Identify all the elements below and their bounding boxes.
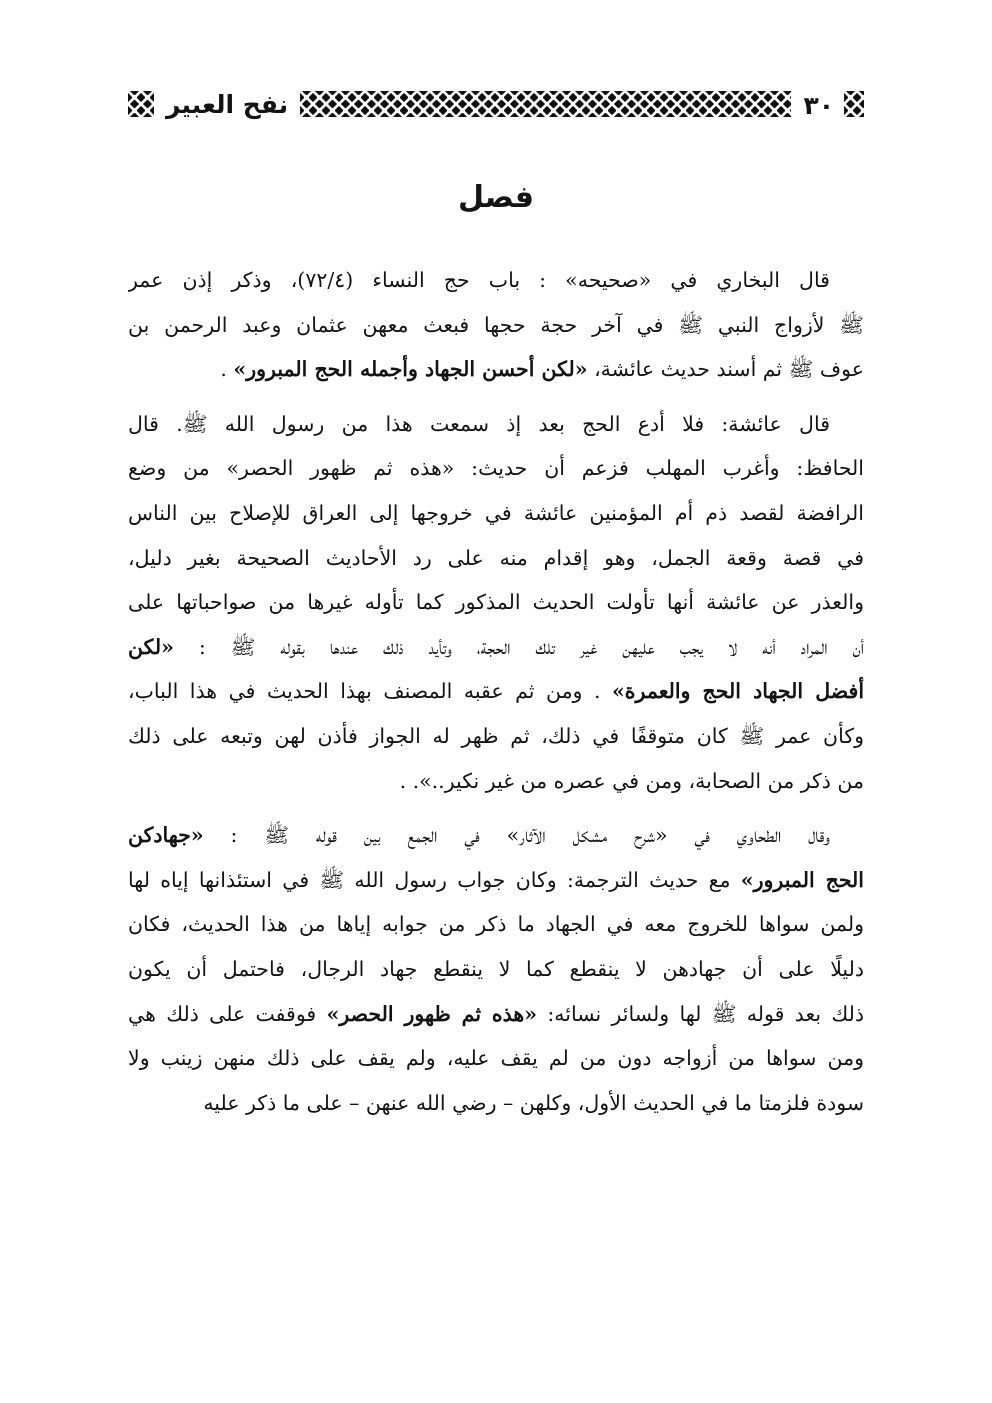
text-line	[128, 759, 864, 804]
line-text: الرافضة لقصد ذم أم المؤمنين عائشة في خروجها إلى العراق للإصلاح بين الناس	[128, 500, 864, 525]
paragraph	[128, 258, 864, 392]
line-text: ذلك بعد قوله ﷺ لها ولسائر نسائه:	[537, 1001, 864, 1026]
text-line	[128, 303, 864, 348]
text-line	[128, 902, 864, 947]
line-text: وكأن عمر ﷺ كان متوقفًا في ذلك، ثم ظهر له الجواز فأذن لهن وتبعه على ذلك	[128, 723, 864, 748]
line-text: عوف ﷺ ثم أسند حديث عائشة،	[587, 357, 864, 382]
line-text-after: فوقفت على ذلك هي	[128, 1001, 327, 1026]
text-line	[128, 491, 864, 536]
header-ornament-right	[844, 91, 864, 117]
section-title: فصل	[458, 180, 534, 215]
running-header	[128, 86, 864, 122]
line-text: قال عائشة: فلا أدع الحج بعد إذ سمعت هذا من رسول الله ﷺ. قال	[128, 411, 830, 436]
hadith-quote: «جهادكن	[128, 823, 204, 848]
book-title: نفح العبير	[166, 89, 289, 119]
line-text-after: مع حديث الترجمة: وكان جواب رسول الله ﷺ في استئذانها إياه لها	[128, 867, 741, 892]
hadith-quote: أفضل الجهاد الحج والعمرة»	[611, 679, 864, 704]
text-line	[128, 347, 864, 392]
paragraph	[128, 813, 864, 1125]
hadith-quote: الحج المبرور»	[740, 867, 864, 892]
page-number: ٣٠	[803, 90, 834, 120]
text-line	[128, 402, 864, 447]
paragraph	[128, 402, 864, 803]
hadith-quote: «لكن	[128, 634, 174, 659]
text-line	[128, 813, 864, 858]
text-line	[128, 446, 864, 491]
text-line	[128, 1036, 864, 1081]
text-line	[128, 947, 864, 992]
line-text: أن المراد أنه لا يجب عليهن غير تلك الحجة، وتأيد ذلك عندها بقوله ﷺ :	[174, 634, 864, 659]
line-text: دليلًا على أن جهادهن لا ينقطع كما لا ينقطع جهاد الرجال، فاحتمل أن يكون	[128, 956, 864, 981]
line-text: الحافظ: وأغرب المهلب فزعم أن حديث: «هذه ثم ظهور الحصر» من وضع	[128, 456, 864, 481]
header-ornament-band	[300, 91, 791, 117]
header-ornament-left	[128, 91, 154, 117]
text-line	[128, 858, 864, 903]
text-line	[128, 992, 864, 1037]
line-text: والعذر عن عائشة أنها تأولت الحديث المذكور كما تأوله غيرها من صواحباتها على	[128, 590, 864, 615]
text-line	[128, 714, 864, 759]
text-line	[128, 625, 864, 670]
text-line	[128, 1081, 864, 1126]
line-text: من ذكر من الصحابة، ومن في عصره من غير نكير..». .	[399, 768, 864, 793]
line-text: سودة فلزمتا ما في الحديث الأول، وكلهن – رضي الله عنهن – على ما ذكر عليه	[203, 1090, 864, 1115]
text-line	[128, 258, 864, 303]
line-text-after: . ومن ثم عقبه المصنف بهذا الحديث في هذا الباب،	[128, 679, 612, 704]
text-line	[128, 536, 864, 581]
line-text: وقال الطحاوي في «شرح مشكل الآثار» في الجمع بين قوله ﷺ :	[203, 823, 830, 848]
hadith-quote: «لكن أحسن الجهاد وأجمله الحج المبرور»	[233, 357, 588, 382]
line-text: ﷺ لأزواج النبي ﷺ في آخر حجة حجها فبعث معهن عثمان وعبد الرحمن بن	[128, 312, 864, 337]
hadith-quote: «هذه ثم ظهور الحصر»	[326, 1001, 538, 1026]
text-line	[128, 669, 864, 714]
text-line	[128, 580, 864, 625]
line-text-after: .	[220, 357, 234, 382]
line-text: قال البخاري في «صحيحه» : باب حج النساء (٧٢/٤)، وذكر إذن عمر	[128, 268, 830, 292]
line-text: ومن سواها من أزواجه دون من لم يقف عليه، ولم يقف على ذلك منهن زينب ولا	[128, 1046, 864, 1071]
body-text	[128, 258, 864, 1135]
line-text: في قصة وقعة الجمل، وهو إقدام منه على رد الأحاديث الصحيحة بغير دليل،	[128, 545, 864, 570]
line-text: ولمن سواها للخروج معه في الجهاد ما ذكر من جوابه إياها من هذا الحديث، فكان	[128, 912, 864, 937]
